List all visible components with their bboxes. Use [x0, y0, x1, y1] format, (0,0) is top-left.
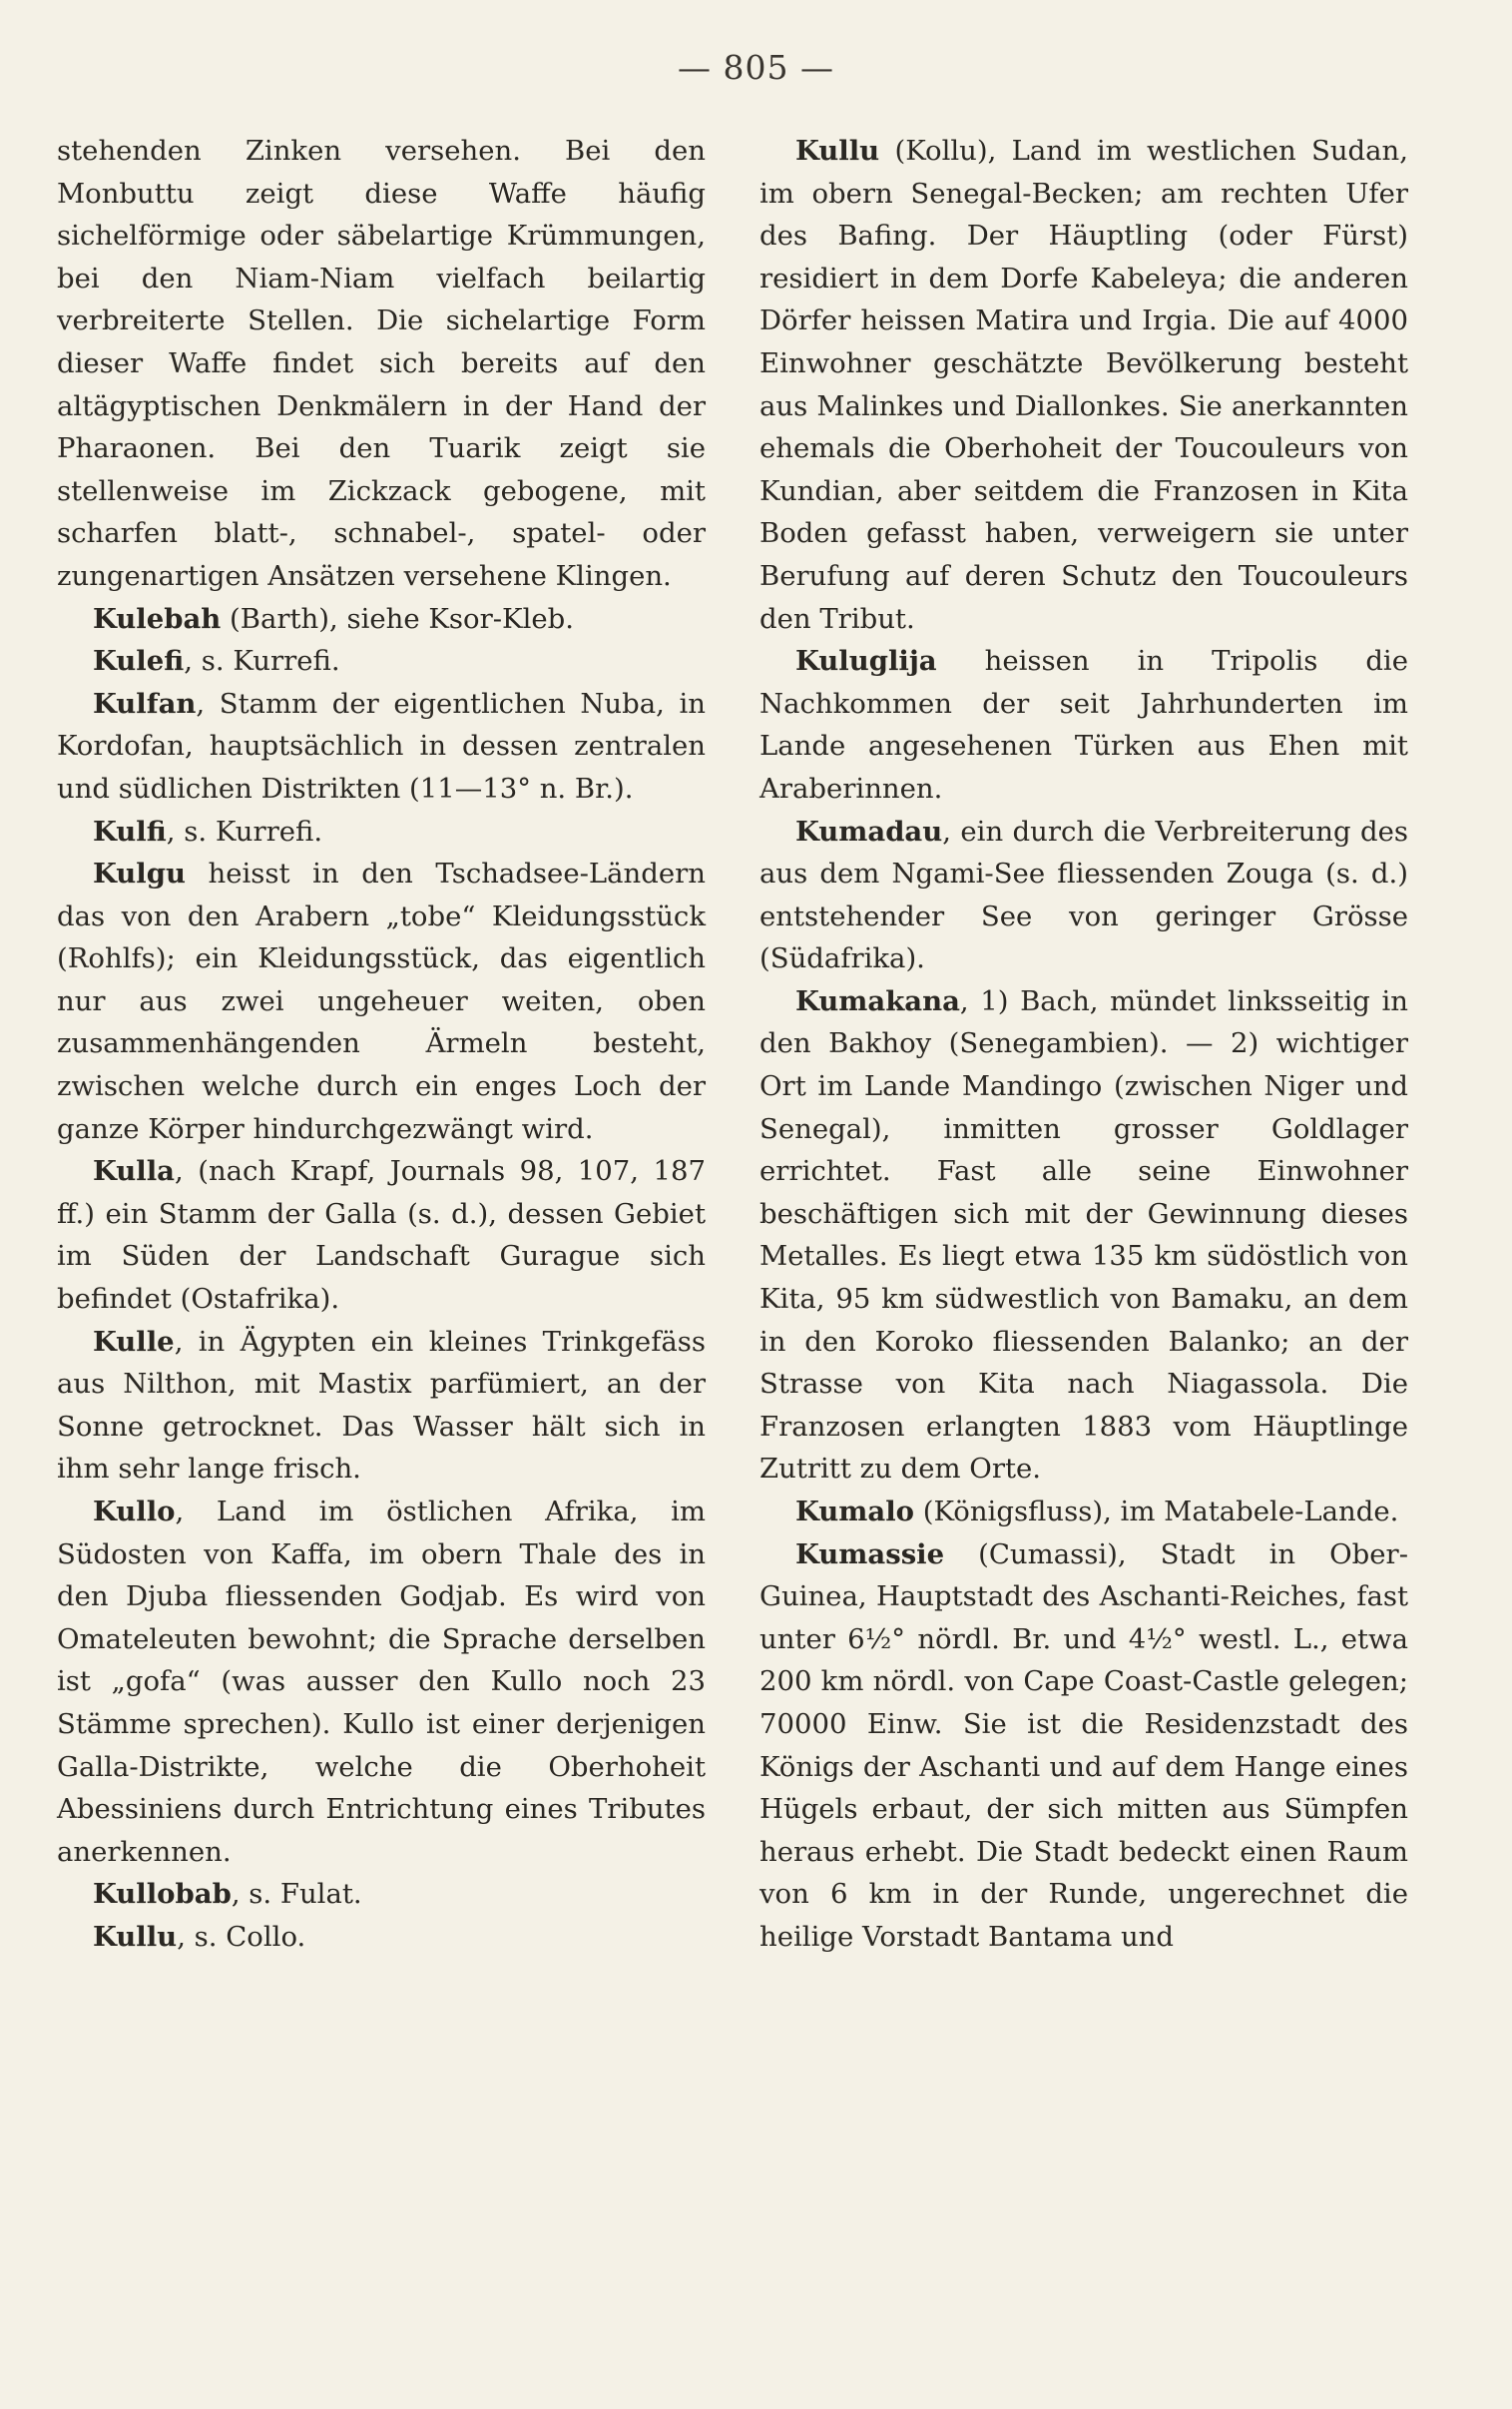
- entry-kulfan: [57, 683, 706, 811]
- entry-text: , Land im östlichen Afrika, im Südosten von Kaffa, im obern Thale des in den Djuba fliessenden Godjab. Es wird von Omateleuten bewohnt; die Sprache derselben ist „gofa“ (was ausser den Kullo noch 23 Stämme sprechen). Kullo ist einer derjenigen Galla-Distrikte, welche die Oberhoheit Abessiniens durch Entrichtung eines Tributes anerkennen.: [57, 1496, 706, 1868]
- entry-kulebah: [57, 598, 706, 641]
- entry-headword: Kullu: [93, 1920, 178, 1953]
- entry-text: , s. Kurrefi.: [166, 815, 323, 848]
- entry-text: , s. Collo.: [177, 1920, 306, 1953]
- entry-headword: Kullobab: [93, 1878, 232, 1911]
- entry-kulfi: [57, 811, 706, 854]
- entry-text: (Barth), siehe Ksor-Kleb.: [221, 602, 574, 635]
- entry-headword: Kulfan: [93, 687, 197, 720]
- entry-kumakana: [759, 980, 1408, 1491]
- entry-headword: Kuluglija: [795, 645, 937, 678]
- entry-headword: Kullo: [93, 1496, 176, 1527]
- entry-text: (Kollu), Land im westlichen Sudan, im obern Senegal-Becken; am rechten Ufer des Bafing. Der Häuptling (oder Fürst) residiert in dem Dorfe Kabeleya; die anderen Dörfer heissen Matira und Irgia. Die auf 4000 Einwohner geschätzte Bevölkerung besteht aus Malinkes und Diallonkes. Sie anerkannten ehemals die Oberhoheit der Toucouleurs von Kundian, aber seitdem die Franzosen in Kita Boden gefasst haben, verweigern sie unter Berufung auf deren Schutz den Toucouleurs den Tribut.: [759, 135, 1408, 635]
- entry-text: , s. Kurrefi.: [184, 645, 340, 678]
- entry-text: (Cumassi), Stadt in Ober-Guinea, Hauptstadt des Aschanti-Reiches, fast unter 6½° nördl. Br. und 4½° westl. L., etwa 200 km nördl. von Cape Coast-Castle gelegen; 70000 Einw. Sie ist die Residenzstadt des Königs der Aschanti und auf dem Hange eines Hügels erbaut, der sich mitten aus Sümpfen heraus erhebt. Die Stadt bedeckt einen Raum von 6 km in der Runde, ungerechnet die heilige Vorstadt Bantama und: [759, 1537, 1408, 1953]
- entry-text: (Königsfluss), im Matabele-Lande.: [914, 1496, 1399, 1527]
- entry-text: , ein durch die Verbreiterung des aus dem Ngami-See fliessenden Zouga (s. d.) entstehender See von geringer Grösse (Südafrika).: [759, 815, 1408, 975]
- left-column: [57, 130, 706, 1959]
- entry-text: heissen in Tripolis die Nachkommen der seit Jahrhunderten im Lande angesehenen Türken aus Ehen mit Araberinnen.: [759, 645, 1408, 805]
- entry-headword: Kulfi: [93, 815, 167, 848]
- entry-headword: Kulefi: [93, 645, 185, 678]
- entry-kumalo: [759, 1491, 1408, 1533]
- entry-text: stehenden Zinken versehen. Bei den Monbuttu zeigt diese Waffe häufig sichelförmige oder säbelartige Krümmungen, bei den Niam-Niam vielfach beilartig verbreiterte Stellen. Die sichelartige Form dieser Waffe findet sich bereits auf den altägyptischen Denkmälern in der Hand der Pharaonen. Bei den Tuarik zeigt sie stellenweise im Zickzack gebogene, mit scharfen blatt-, schnabel-, spatel- oder zungenartigen Ansätzen versehene Klingen.: [57, 135, 706, 592]
- entry-headword: Kumalo: [795, 1496, 914, 1527]
- entry-text: , in Ägypten ein kleines Trinkgefäss aus Nilthon, mit Mastix parfümiert, an der Sonne getrocknet. Das Wasser hält sich in ihm sehr lange frisch.: [57, 1325, 706, 1486]
- entry-kulefi: [57, 640, 706, 683]
- entry-kullu: [759, 130, 1408, 640]
- entry-kulgu: [57, 853, 706, 1150]
- entry-text: heisst in den Tschadsee-Ländern das von den Arabern „tobe“ Kleidungsstück (Rohlfs); ein Kleidungsstück, das eigentlich nur aus zwei ungeheuer weiten, oben zusammenhängenden Ärmeln besteht, zwischen welche durch ein enges Loch der ganze Körper hindurchgezwängt wird.: [57, 858, 706, 1145]
- entry-kumadau: [759, 811, 1408, 980]
- entry-headword: Kumassie: [795, 1537, 945, 1570]
- right-column: [759, 130, 1408, 1959]
- entry-kulle: [57, 1321, 706, 1491]
- entry-headword: Kullu: [795, 135, 880, 167]
- entry-text: , 1) Bach, mündet linksseitig in den Bakhoy (Senegambien). — 2) wichtiger Ort im Lande Mandingo (zwischen Niger und Senegal), inmitten grosser Goldlager errichtet. Fast alle seine Einwohner beschäftigen sich mit der Gewinnung dieses Metalles. Es liegt etwa 135 km südöstlich von Kita, 95 km südwestlich von Bamaku, an dem in den Koroko fliessenden Balanko; an der Strasse von Kita nach Niagassola. Die Franzosen erlangten 1883 vom Häuptlinge Zutritt zu dem Orte.: [759, 984, 1408, 1486]
- entry-kullo: [57, 1491, 706, 1873]
- entry-kullobab: [57, 1873, 706, 1916]
- entry-headword: Kulla: [93, 1155, 176, 1188]
- entry-text: , s. Fulat.: [231, 1878, 362, 1911]
- entry-headword: Kulle: [93, 1325, 175, 1358]
- entry-headword: Kulebah: [93, 602, 222, 635]
- page-number: — 805 —: [678, 48, 834, 87]
- entry-kulla: [57, 1150, 706, 1320]
- entry-kumassie: [759, 1533, 1408, 1959]
- entry-kullu-ref: [57, 1916, 706, 1959]
- entry-headword: Kulgu: [93, 858, 186, 891]
- entry-text: , Stamm der eigentlichen Nuba, in Kordofan, hauptsächlich in dessen zentralen und südlichen Distrikten (11—13° n. Br.).: [57, 687, 706, 805]
- entry-headword: Kumadau: [795, 815, 943, 848]
- entry-kuluglija: [759, 640, 1408, 810]
- entry-text: , (nach Krapf, Journals 98, 107, 187 ff.) ein Stamm der Galla (s. d.), dessen Gebiet im Süden der Landschaft Gurague sich befindet (Ostafrika).: [57, 1155, 706, 1316]
- entry-continuation: [57, 130, 706, 598]
- entry-headword: Kumakana: [795, 984, 960, 1017]
